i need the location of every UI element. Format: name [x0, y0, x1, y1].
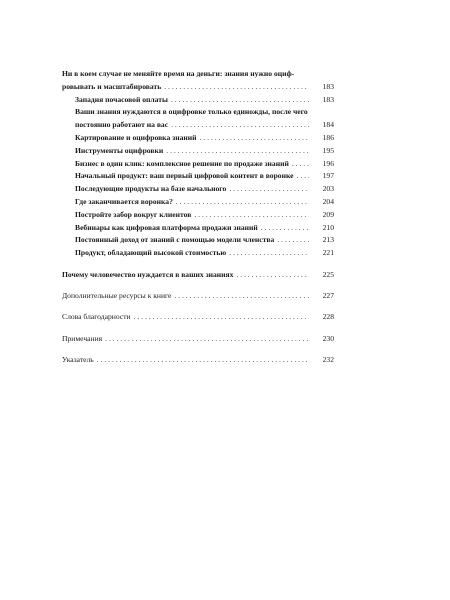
toc-subsection-item[interactable]	[62, 209, 334, 222]
toc-subsection-line	[62, 94, 334, 107]
toc-subsection-title: Картирование и оцифровка знаний	[75, 132, 197, 142]
dot-leader	[194, 209, 309, 222]
toc-section-line	[62, 354, 334, 367]
dot-leader	[174, 290, 309, 303]
section-gap	[62, 303, 334, 312]
page-number: 196	[322, 158, 334, 168]
toc-subsection-line	[62, 183, 334, 196]
toc-section-title: Почему человечество нуждается в ваших знаниях	[62, 269, 234, 279]
dot-leader	[176, 196, 309, 209]
page-number: 210	[322, 222, 334, 232]
page-number: 197	[322, 171, 334, 181]
toc-subsection-item[interactable]	[62, 222, 334, 235]
toc-section-title: Примечания	[62, 333, 103, 343]
toc-subsection-title: Последующие продукты на базе начального	[75, 184, 227, 194]
dot-leader	[134, 311, 309, 324]
toc-subsection-title: Ваши знания нуждаются в оцифровке только единожды, после чего	[75, 107, 308, 117]
toc-section-line	[62, 311, 334, 324]
toc-subsection-title: Начальный продукт: ваш первый цифровой контент в воронке	[75, 171, 294, 181]
page-number: 195	[322, 145, 334, 155]
toc-subsection-item[interactable]	[62, 196, 334, 209]
toc-section-title: Дополнительные ресурсы к книге	[62, 290, 172, 300]
page-number: 183	[322, 81, 334, 91]
section-gap	[62, 324, 334, 333]
section-gap	[62, 281, 334, 290]
toc-subsection-item[interactable]	[62, 247, 334, 260]
toc-subsection-item[interactable]	[62, 94, 334, 107]
toc-subsection-line	[62, 196, 334, 209]
dot-leader	[229, 183, 309, 196]
page-number: 184	[322, 120, 334, 130]
toc-section-title: Слова благодарности	[62, 312, 131, 322]
dot-leader	[292, 158, 309, 171]
toc-subsection-line	[62, 234, 334, 247]
toc-section[interactable]	[62, 269, 334, 282]
toc-subsection-list	[62, 94, 334, 260]
section-gap	[62, 346, 334, 355]
toc-section[interactable]	[62, 290, 334, 303]
dot-leader	[277, 234, 309, 247]
toc-subsection-title: Где заканчивается воронка?	[75, 196, 173, 206]
section-gap	[62, 260, 334, 269]
dot-leader	[200, 132, 310, 145]
page-number: 204	[322, 196, 334, 206]
toc-subsection-line	[62, 132, 334, 145]
toc-subsection-title: Бизнес в один клик: комплексное решение по продаже знаний	[75, 158, 289, 168]
toc-subsection-item[interactable]	[62, 145, 334, 158]
toc-subsection-line	[62, 106, 334, 119]
dot-leader	[105, 333, 309, 346]
toc-section-line	[62, 68, 334, 81]
page-number: 213	[322, 235, 334, 245]
toc-subsection-item[interactable]	[62, 106, 334, 132]
dot-leader	[171, 119, 309, 132]
page-number: 232	[322, 355, 334, 365]
page-number: 209	[322, 209, 334, 219]
toc-section[interactable]	[62, 333, 334, 346]
toc-section-line	[62, 269, 334, 282]
page-number: 228	[322, 312, 334, 322]
dot-leader	[261, 222, 309, 235]
toc-subsection-line	[62, 119, 334, 132]
toc-subsection-line	[62, 145, 334, 158]
toc-subsection-item[interactable]	[62, 132, 334, 145]
dot-leader	[236, 269, 309, 282]
toc-section-line	[62, 333, 334, 346]
dot-leader	[164, 81, 309, 94]
toc-section-title: Указатель	[62, 355, 94, 365]
dot-leader	[97, 354, 309, 367]
toc-subsection-line	[62, 158, 334, 171]
dot-leader	[171, 94, 309, 107]
dot-leader	[229, 247, 309, 260]
toc-subsection-item[interactable]	[62, 158, 334, 171]
toc-subsection-title: Продукт, обладающий высокой стоимостью	[75, 248, 227, 258]
page-number: 225	[322, 269, 334, 279]
toc-section[interactable]	[62, 311, 334, 324]
toc-subsection-title: Постоянный доход от знаний с помощью модели членства	[75, 235, 275, 245]
table-of-contents	[62, 68, 334, 367]
toc-section-line	[62, 81, 334, 94]
toc-section-line	[62, 290, 334, 303]
toc-subsection-line	[62, 170, 334, 183]
toc-subsection-item[interactable]	[62, 234, 334, 247]
toc-subsection-title: Вебинары как цифровая платформа продажи знаний	[75, 222, 258, 232]
page-number: 186	[322, 132, 334, 142]
toc-subsection-title: постоянно работают на вас	[75, 120, 169, 130]
page-number: 227	[322, 290, 334, 300]
toc-subsection-title: Инструменты оцифровки	[75, 145, 164, 155]
toc-subsection-line	[62, 209, 334, 222]
toc-section-title: ровывать и масштабировать	[62, 81, 162, 91]
dot-leader	[166, 145, 309, 158]
page-number: 203	[322, 184, 334, 194]
toc-section-title: Ни в коем случае не меняйте время на деньги: знания нужно оциф-	[62, 69, 295, 78]
toc-subsection-title: Западня почасовой оплаты	[75, 94, 168, 104]
page-number: 221	[322, 248, 334, 258]
toc-subsection-item[interactable]	[62, 170, 334, 183]
toc-section[interactable]	[62, 68, 334, 260]
page-number: 230	[322, 333, 334, 343]
toc-subsection-item[interactable]	[62, 183, 334, 196]
page-number: 183	[322, 94, 334, 104]
toc-subsection-title: Постройте забор вокруг клиентов	[75, 209, 192, 219]
dot-leader	[297, 170, 309, 183]
toc-subsection-line	[62, 247, 334, 260]
toc-subsection-line	[62, 222, 334, 235]
toc-section[interactable]	[62, 354, 334, 367]
